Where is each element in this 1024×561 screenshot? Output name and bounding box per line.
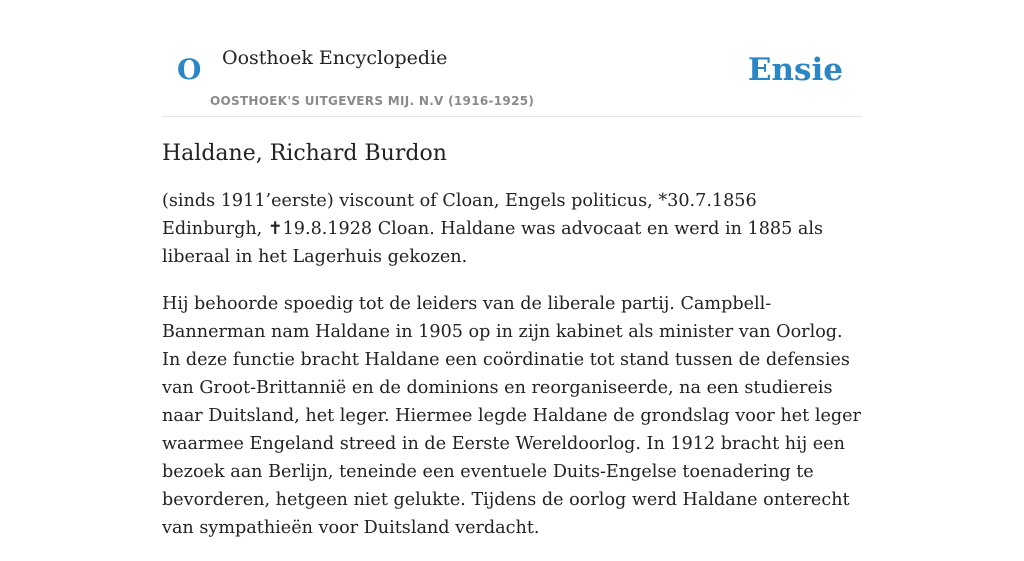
site-title[interactable]: Oosthoek Encyclopedie [222,47,448,69]
article-paragraph: (sinds 1911’eerste) viscount of Cloan, Engels politicus, *30.7.1856 Edinburgh, ✝19.8.1928 Cloan. Haldane was advocaat en werd in 1885 als liberaal in het Lagerhuis gekozen. [162,191,824,267]
publisher-subtitle: OOSTHOEK'S UITGEVERS MIJ. N.V (1916-1925) [210,94,535,108]
entry-title: Haldane, Richard Burdon [162,141,447,166]
site-logo[interactable]: O [177,53,202,86]
site-header [162,0,862,117]
article [162,136,862,561]
ensie-brand-link[interactable]: Ensie [747,52,843,88]
article-paragraph: Hij behoorde spoedig tot de leiders van de liberale partij. Campbell-Bannerman nam Haldane in 1905 op in zijn kabinet als minister van Oorlog. In deze functie bracht Haldane een coördinatie tot stand tussen de defensies van Groot-Brittannië en de dominions en reorganiseerde, na een studiereis naar Duitsland, het leger. Hiermee legde Haldane de grondslag voor het leger waarmee Engeland streed in de Eerste Wereldoorlog. In 1912 bracht hij een bezoek aan Berlijn, teneinde een eventuele Duits-Engelse toenadering te bevorderen, hetgeen niet gelukte. Tijdens de oorlog werd Haldane onterecht van sympathieën voor Duitsland verdacht. [162,294,861,538]
